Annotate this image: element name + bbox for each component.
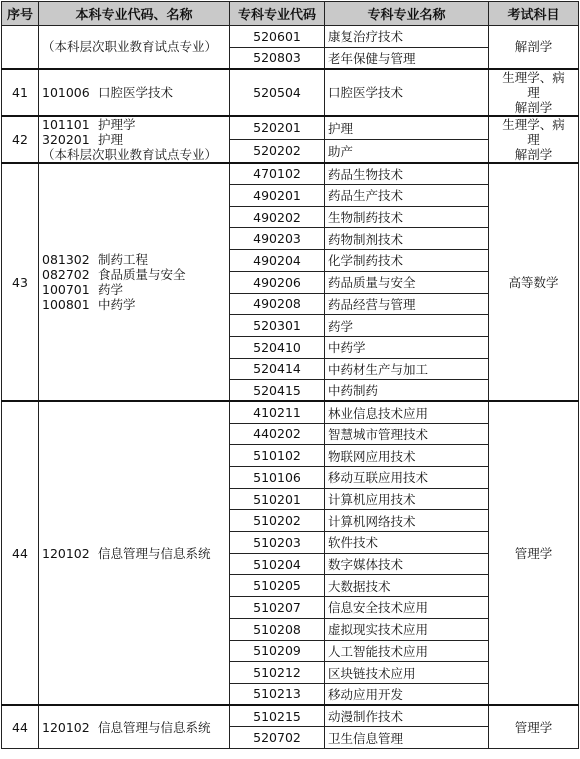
table-body — [2, 26, 579, 749]
college-major-code: 510205 — [230, 575, 325, 597]
table-row — [2, 163, 579, 185]
college-major-code: 510102 — [230, 445, 325, 467]
college-major-code: 510215 — [230, 705, 325, 727]
exam-subject-line: 高等数学 — [508, 274, 559, 290]
college-major-code: 520702 — [230, 727, 325, 749]
header-undergrad-major: 本科专业代码、名称 — [39, 2, 230, 26]
major-exam-table — [1, 1, 579, 749]
college-major-name: 药品质量与安全 — [325, 271, 489, 293]
undergrad-major-line — [42, 546, 226, 561]
college-major-name: 林业信息技术应用 — [325, 401, 489, 423]
undergrad-major-code: 081302 — [42, 252, 90, 268]
row-seq: 42 — [2, 116, 39, 163]
college-major-code: 520415 — [230, 380, 325, 402]
row-seq: 44 — [2, 705, 39, 748]
exam-subject-cell — [489, 705, 579, 748]
college-major-code: 510209 — [230, 640, 325, 662]
college-major-code: 490208 — [230, 293, 325, 315]
college-major-name: 药品生产技术 — [325, 185, 489, 207]
undergrad-major-line — [42, 132, 226, 147]
college-major-code: 510213 — [230, 683, 325, 705]
college-major-code: 510203 — [230, 532, 325, 554]
college-major-code: 440202 — [230, 423, 325, 445]
undergrad-major-code: 100801 — [42, 297, 90, 313]
undergrad-major-cell — [39, 401, 230, 705]
table-row — [2, 116, 579, 140]
college-major-name: 护理 — [325, 116, 489, 140]
undergrad-major-code: 120102 — [42, 719, 90, 735]
undergrad-major-name: 中药学 — [98, 297, 136, 313]
undergrad-major-line — [42, 297, 226, 312]
college-major-name: 移动互联应用技术 — [325, 467, 489, 489]
college-major-code: 490203 — [230, 228, 325, 250]
college-major-name: 大数据技术 — [325, 575, 489, 597]
undergrad-major-code: 101006 — [42, 84, 90, 100]
undergrad-major-cell — [39, 116, 230, 163]
college-major-code: 510201 — [230, 488, 325, 510]
college-major-code: 520201 — [230, 116, 325, 140]
college-major-code: 410211 — [230, 401, 325, 423]
college-major-code: 520601 — [230, 26, 325, 48]
exam-subject-cell — [489, 163, 579, 402]
college-major-name: 药物制剂技术 — [325, 228, 489, 250]
table-row — [2, 705, 579, 727]
college-major-code: 490202 — [230, 206, 325, 228]
exam-subject-line: 理 — [527, 84, 540, 100]
exam-subject-line: 解剖学 — [514, 146, 553, 162]
exam-subject-line: 解剖学 — [514, 99, 553, 115]
table-row — [2, 69, 579, 116]
undergrad-major-name: 口腔医学技术 — [98, 84, 174, 100]
college-major-code: 520301 — [230, 315, 325, 337]
undergrad-major-line — [42, 267, 226, 282]
undergrad-major-name: （本科层次职业教育试点专业） — [42, 146, 218, 162]
exam-subject-line: 解剖学 — [514, 39, 553, 55]
header-exam-subject: 考试科目 — [489, 2, 579, 26]
undergrad-major-cell — [39, 163, 230, 402]
college-major-name: 卫生信息管理 — [325, 727, 489, 749]
table-row — [2, 26, 579, 48]
college-major-name: 信息安全技术应用 — [325, 597, 489, 619]
undergrad-major-line — [42, 117, 226, 132]
college-major-name: 数字媒体技术 — [325, 553, 489, 575]
undergrad-major-line — [42, 39, 226, 54]
college-major-name: 老年保健与管理 — [325, 47, 489, 69]
college-major-code: 520202 — [230, 139, 325, 163]
header-college-name: 专科专业名称 — [325, 2, 489, 26]
college-major-name: 计算机应用技术 — [325, 488, 489, 510]
row-seq: 41 — [2, 69, 39, 116]
exam-subject-cell — [489, 401, 579, 705]
table-header-row — [2, 2, 579, 26]
college-major-code: 490204 — [230, 250, 325, 272]
exam-subject-line: 管理学 — [514, 545, 553, 561]
college-major-code: 510204 — [230, 553, 325, 575]
undergrad-major-line — [42, 282, 226, 297]
college-major-code: 510207 — [230, 597, 325, 619]
row-seq: 43 — [2, 163, 39, 402]
college-major-code: 470102 — [230, 163, 325, 185]
undergrad-major-cell — [39, 26, 230, 69]
table-row — [2, 401, 579, 423]
undergrad-major-code: 101101 — [42, 116, 90, 132]
exam-subject-line: 生理学、病 — [502, 116, 565, 132]
college-major-code: 490201 — [230, 185, 325, 207]
undergrad-major-line — [42, 147, 226, 162]
college-major-code: 520410 — [230, 336, 325, 358]
college-major-name: 中药学 — [325, 336, 489, 358]
college-major-name: 口腔医学技术 — [325, 69, 489, 116]
college-major-name: 中药制药 — [325, 380, 489, 402]
college-major-name: 药品生物技术 — [325, 163, 489, 185]
exam-subject-line: 管理学 — [514, 719, 553, 735]
college-major-name: 计算机网络技术 — [325, 510, 489, 532]
undergrad-major-cell — [39, 69, 230, 116]
undergrad-major-cell — [39, 705, 230, 748]
undergrad-major-code: 100701 — [42, 282, 90, 298]
exam-subject-cell — [489, 69, 579, 116]
exam-subject-cell — [489, 26, 579, 69]
college-major-name: 药学 — [325, 315, 489, 337]
college-major-name: 化学制药技术 — [325, 250, 489, 272]
undergrad-major-name: 信息管理与信息系统 — [98, 719, 211, 735]
college-major-name: 虚拟现实技术应用 — [325, 618, 489, 640]
college-major-code: 520414 — [230, 358, 325, 380]
undergrad-major-name: （本科层次职业教育试点专业） — [42, 39, 218, 55]
college-major-name: 助产 — [325, 139, 489, 163]
college-major-code: 510202 — [230, 510, 325, 532]
header-college-code: 专科专业代码 — [230, 2, 325, 26]
undergrad-major-name: 食品质量与安全 — [98, 267, 186, 283]
college-major-name: 中药材生产与加工 — [325, 358, 489, 380]
college-major-name: 动漫制作技术 — [325, 705, 489, 727]
undergrad-major-name: 制药工程 — [98, 252, 149, 268]
exam-subject-line: 生理学、病 — [502, 69, 565, 85]
undergrad-major-line — [42, 85, 226, 100]
college-major-name: 物联网应用技术 — [325, 445, 489, 467]
undergrad-major-line — [42, 720, 226, 735]
undergrad-major-name: 护理学 — [98, 116, 136, 132]
undergrad-major-code: 120102 — [42, 545, 90, 561]
undergrad-major-line — [42, 252, 226, 267]
college-major-name: 移动应用开发 — [325, 683, 489, 705]
undergrad-major-name: 信息管理与信息系统 — [98, 545, 211, 561]
undergrad-major-name: 护理 — [98, 131, 124, 147]
header-seq: 序号 — [2, 2, 39, 26]
exam-subject-line: 理 — [527, 131, 540, 147]
college-major-name: 药品经营与管理 — [325, 293, 489, 315]
college-major-code: 520504 — [230, 69, 325, 116]
college-major-name: 生物制药技术 — [325, 206, 489, 228]
college-major-code: 510212 — [230, 662, 325, 684]
college-major-name: 人工智能技术应用 — [325, 640, 489, 662]
college-major-name: 康复治疗技术 — [325, 26, 489, 48]
college-major-name: 智慧城市管理技术 — [325, 423, 489, 445]
undergrad-major-code: 320201 — [42, 131, 90, 147]
undergrad-major-name: 药学 — [98, 282, 124, 298]
row-seq — [2, 26, 39, 69]
college-major-code: 510208 — [230, 618, 325, 640]
undergrad-major-code: 082702 — [42, 267, 90, 283]
college-major-code: 510106 — [230, 467, 325, 489]
college-major-name: 区块链技术应用 — [325, 662, 489, 684]
college-major-code: 520803 — [230, 47, 325, 69]
college-major-name: 软件技术 — [325, 532, 489, 554]
exam-subject-cell — [489, 116, 579, 163]
college-major-code: 490206 — [230, 271, 325, 293]
row-seq: 44 — [2, 401, 39, 705]
